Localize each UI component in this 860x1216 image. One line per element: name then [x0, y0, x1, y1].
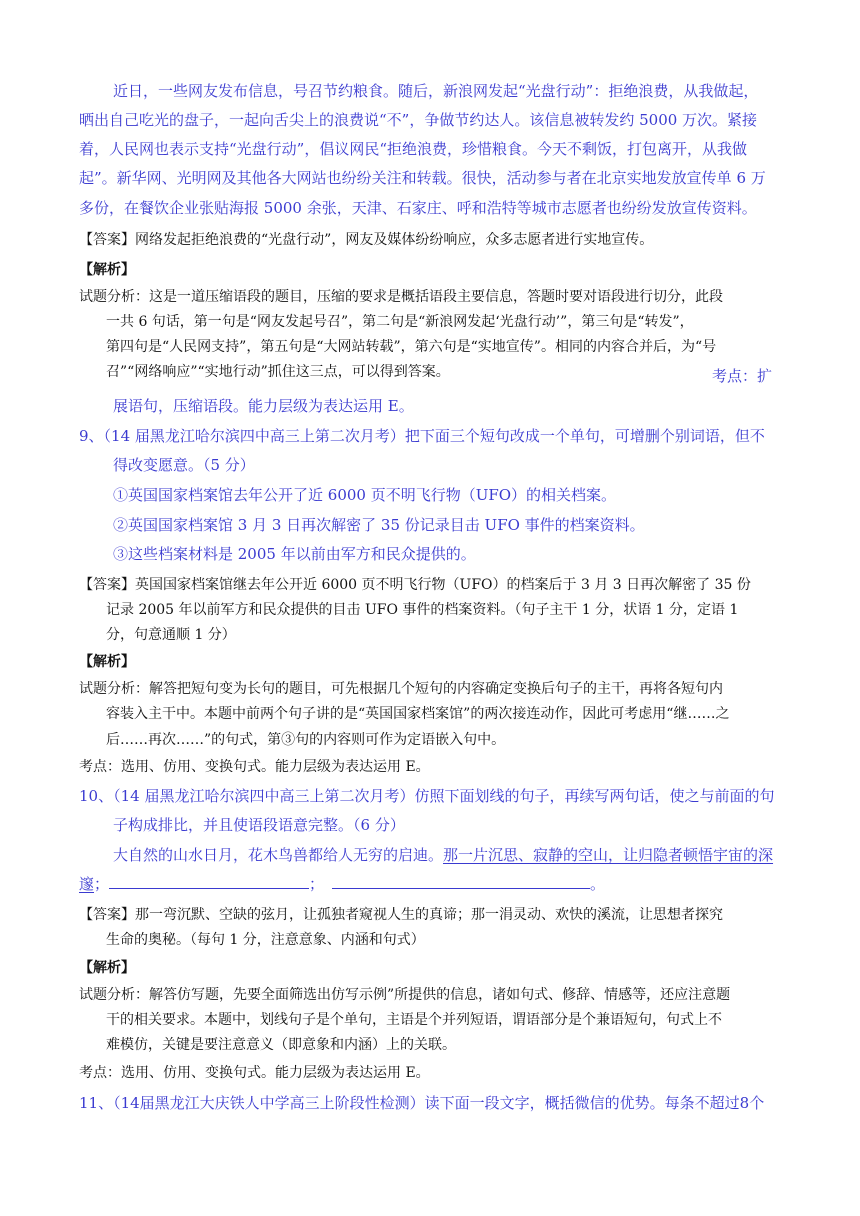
analysis-heading: 【解析】	[79, 960, 135, 976]
passage-line: 着，人民网也表示支持“光盘行动”，倡议网民“拒绝浪费，珍惜粮食。今天不剩饭，打包离开，从我做	[79, 140, 748, 158]
passage-line: 起”。新华网、光明网及其他各大网站也纷纷关注和转载。很快，活动参与者在北京实地发放宣传单 6 万	[79, 169, 766, 187]
kaodian-label: 考点：扩	[712, 367, 773, 385]
kaodian-line: 展语句，压缩语段。能力层级为表达运用 E。	[113, 397, 414, 415]
blank-line-2[interactable]	[332, 872, 590, 889]
punct: 。	[590, 875, 606, 893]
punct: ；	[94, 875, 110, 893]
question-10-title: 10、（14 届黑龙江哈尔滨四中高三上第二次月考）仿照下面划线的句子，再续写两句话，使之与前面的句	[79, 787, 775, 805]
analysis-line: 难模仿，关键是要注意意义（即意象和内涵）上的关联。	[106, 1037, 456, 1053]
underlined-sentence-end: 邃	[79, 875, 95, 893]
analysis-line: 干的相关要求。本题中，划线句子是个单句，主语是个并列短语，谓语部分是个兼语短句，句式上不	[106, 1012, 722, 1028]
passage-line: 多份，在餐饮企业张贴海报 5000 余张，天津、石家庄、呼和浩特等城市志愿者也纷纷发放宣传资料。	[79, 199, 757, 217]
blank-line-1[interactable]	[109, 872, 309, 889]
question-9-sentence: ①英国国家档案馆去年公开了近 6000 页不明飞行物（UFO）的相关档案。	[113, 486, 617, 504]
question-9-sentence: ②英国国家档案馆 3 月 3 日再次解密了 35 份记录目击 UFO 事件的档案资料。	[113, 516, 645, 534]
question-10-prompt	[113, 844, 773, 866]
analysis-line: 试题分析：解答把短句变为长句的题目，可先根据几个短句的内容确定变换后句子的主干，再将各短句内	[79, 681, 723, 697]
question-9-title-cont: 得改变愿意。（5 分）	[113, 456, 255, 474]
answer-line: 生命的奥秘。（每句 1 分，注意意象、内涵和句式）	[106, 932, 425, 948]
passage-line: 晒出自己吃光的盘子，一起向舌尖上的浪费说“不”，争做节约达人。该信息被转发约 5000 万次。紧接	[79, 111, 758, 129]
kaodian-line: 考点：选用、仿用、变换句式。能力层级为表达运用 E。	[79, 759, 430, 775]
answer-line: 【答案】英国国家档案馆继去年公开近 6000 页不明飞行物（UFO）的档案后于 3 月 3 日再次解密了 35 份	[79, 577, 751, 593]
question-9-title: 9、（14 届黑龙江哈尔滨四中高三上第二次月考）把下面三个短句改成一个单句，可增删个别词语，但不	[79, 427, 765, 445]
kaodian-line: 考点：选用、仿用、变换句式。能力层级为表达运用 E。	[79, 1065, 430, 1081]
analysis-line: 试题分析：这是一道压缩语段的题目，压缩的要求是概括语段主要信息，答题时要对语段进行切分，此段	[79, 289, 723, 305]
prompt-plain: 大自然的山水日月，花木鸟兽都给人无穷的启迪。	[113, 846, 444, 864]
analysis-line: 一共 6 句话，第一句是“网友发起号召”，第二句是“新浪网发起‘光盘行动’”，第三句是“转发”，	[106, 314, 694, 330]
answer-line: 记录 2005 年以前军方和民众提供的目击 UFO 事件的档案资料。（句子主干 1 分，状语 1 分，定语 1	[106, 602, 739, 618]
question-9-sentence: ③这些档案材料是 2005 年以前由军方和民众提供的。	[113, 545, 476, 563]
question-10-title-cont: 子构成排比，并且使语段语意完整。（6 分）	[113, 816, 405, 834]
answer-line: 【答案】那一弯沉默、空缺的弦月，让孤独者窥视人生的真谛；那一涓灵动、欢快的溪流，让思想者探究	[79, 907, 723, 923]
answer-line: 分，句意通顺 1 分）	[106, 627, 236, 643]
analysis-heading: 【解析】	[79, 654, 135, 670]
answer-line: 【答案】网络发起拒绝浪费的“光盘行动”，网友及媒体纷纷响应，众多志愿者进行实地宣传。	[79, 232, 654, 248]
punct: ；	[309, 875, 325, 893]
underlined-sentence: 那一片沉思、寂静的空山，让归隐者顿悟宇宙的深	[443, 846, 774, 864]
passage-line: 近日，一些网友发布信息，号召节约粮食。随后，新浪网发起“光盘行动”：拒绝浪费，从我做起，	[113, 82, 759, 100]
analysis-line: 容装入主干中。本题中前两个句子讲的是“英国国家档案馆”的两次接连动作，因此可考虑用“继……之	[106, 706, 730, 722]
analysis-line: 后……再次……”的句式，第③句的内容则可作为定语嵌入句中。	[106, 732, 506, 748]
analysis-line: 试题分析：解答仿写题，先要全面筛选出仿写示例”所提供的信息，诸如句式、修辞、情感等，还应注意题	[79, 987, 731, 1003]
question-10-blanks	[79, 872, 605, 895]
analysis-line: 第四句是“人民网支持”，第五句是“大网站转载”，第六句是“实地宣传”。相同的内容合并后，为“号	[106, 339, 717, 355]
question-11-title: 11、（14届黑龙江大庆铁人中学高三上阶段性检测）读下面一段文字，概括微信的优势。每条不超过8个	[79, 1094, 765, 1112]
analysis-line: 召”“网络响应”“实地行动”抓住这三点，可以得到答案。	[106, 364, 450, 380]
analysis-heading: 【解析】	[79, 262, 135, 278]
